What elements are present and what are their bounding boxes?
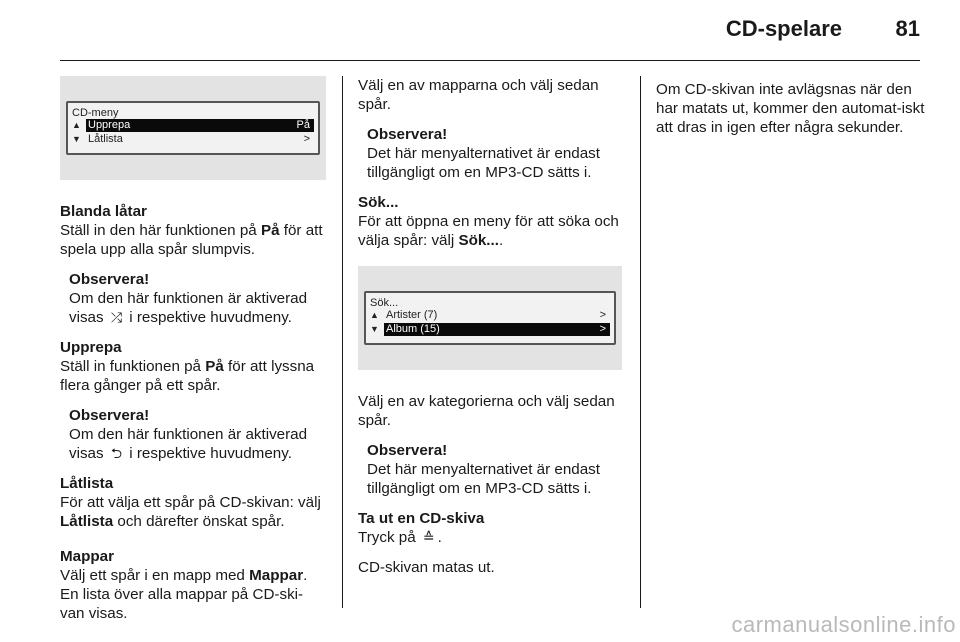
- eject-icon: ≙: [422, 529, 435, 545]
- note-heading: Observera!: [69, 271, 150, 288]
- section-heading: Låtlista: [60, 475, 114, 492]
- screen-title: CD-meny: [72, 107, 119, 119]
- chevron-right-icon: >: [303, 133, 310, 145]
- paragraph-blanda: [60, 202, 326, 259]
- column-3: [656, 80, 926, 148]
- screen-frame: [66, 101, 320, 155]
- column-divider-2: [640, 76, 641, 608]
- section-heading: Ta ut en CD-skiva: [358, 510, 485, 527]
- note-mp3-2: [367, 441, 626, 498]
- paragraph-auto-retract: Om CD-skivan inte avlägsnas när den har matats ut, kommer den automat-iskt att dras in igen efter några sekunder.: [656, 81, 925, 136]
- bold-text: På: [260, 222, 280, 239]
- section-heading: Mappar: [60, 548, 115, 565]
- text: Tryck på: [358, 529, 420, 546]
- text: Om den här funktionen är aktiverad visas: [69, 290, 308, 326]
- menu-row-label: Album (15): [386, 323, 440, 335]
- note-heading: Observera!: [69, 407, 150, 424]
- note-heading: Observera!: [367, 442, 448, 459]
- menu-row-upprepa: [86, 119, 314, 132]
- menu-row-label: Artister (7): [386, 309, 438, 321]
- text: För att välja ett spår på CD-skivan: välj: [60, 494, 321, 511]
- text: .: [498, 232, 504, 249]
- header-divider: [60, 60, 920, 61]
- paragraph-sok: [358, 193, 626, 250]
- page-title: CD-spelare: [725, 16, 842, 41]
- paragraph-eject: Ta ut en CD-skiva Tryck på ≙ .: [358, 509, 626, 547]
- cd-menu-screen: [60, 76, 326, 180]
- text: och därefter önskat spår.: [113, 513, 285, 530]
- text: för att lyssna flera gånger på ett spår.: [60, 358, 315, 394]
- arrow-down-icon: ▼: [370, 324, 379, 334]
- note-mp3-1: [367, 125, 626, 182]
- bold-text: Sök...: [458, 232, 499, 249]
- paragraph-matas: CD-skivan matas ut.: [358, 559, 495, 576]
- bold-text: Låtlista: [60, 513, 114, 530]
- text: Det här menyalternativet är endast tillgängligt om en MP3-CD sätts i.: [367, 145, 600, 181]
- text: Det här menyalternativet är endast tillgängligt om en MP3-CD sätts i.: [367, 461, 600, 497]
- menu-row-artister: [384, 309, 610, 322]
- text: Ställ in den här funktionen på: [60, 222, 261, 239]
- menu-row-label: Låtlista: [88, 133, 123, 145]
- paragraph-intro: Välj en av mapparna och välj sedan spår.: [358, 77, 599, 113]
- note-shuffle: [69, 270, 326, 327]
- paragraph-kategori: Välj en av kategorierna och välj sedan spår.: [358, 393, 615, 429]
- paragraph-latlista: [60, 474, 326, 531]
- watermark: carmanualsonline.info: [731, 612, 956, 637]
- repeat-icon: ⮌: [110, 445, 123, 461]
- arrow-up-icon: ▲: [370, 310, 379, 320]
- search-menu-screen: [358, 266, 622, 370]
- menu-row-label: Upprepa: [88, 119, 131, 131]
- section-heading: Upprepa: [60, 339, 122, 356]
- screen-frame: [364, 291, 616, 345]
- section-heading: Blanda låtar: [60, 203, 147, 220]
- text: för att spela upp alla spår slumpvis.: [60, 222, 323, 258]
- column-1: [60, 76, 326, 634]
- bold-text: På: [205, 358, 224, 375]
- paragraph-mappar: [60, 547, 326, 623]
- arrow-up-icon: ▲: [72, 120, 81, 130]
- text: Välj ett spår i en mapp med: [60, 567, 250, 584]
- menu-row-value: På: [296, 119, 310, 131]
- chevron-right-icon: >: [599, 323, 606, 335]
- text: . En lista över alla mappar på CD-ski-van visas.: [60, 567, 308, 622]
- text: i respektive huvudmeny.: [125, 309, 292, 326]
- section-heading: Sök...: [358, 194, 399, 211]
- menu-row-album: [384, 323, 610, 336]
- menu-row-latlista: [86, 133, 314, 146]
- paragraph-upprepa: [60, 338, 326, 395]
- shuffle-icon: ⤮: [110, 309, 123, 325]
- page-number: 81: [895, 16, 920, 41]
- text: i respektive huvudmeny.: [125, 445, 292, 462]
- column-2: [358, 76, 626, 588]
- arrow-down-icon: ▼: [72, 134, 81, 144]
- screen-title: Sök...: [370, 297, 399, 309]
- text: Ställ in funktionen på: [60, 358, 206, 375]
- bold-text: Mappar: [249, 567, 304, 584]
- chevron-right-icon: >: [599, 309, 606, 321]
- note-repeat: [69, 406, 326, 463]
- text: För att öppna en meny för att söka och välja spår: välj: [358, 213, 619, 249]
- column-divider-1: [342, 76, 343, 608]
- text: Om den här funktionen är aktiverad visas: [69, 426, 308, 462]
- note-heading: Observera!: [367, 126, 448, 143]
